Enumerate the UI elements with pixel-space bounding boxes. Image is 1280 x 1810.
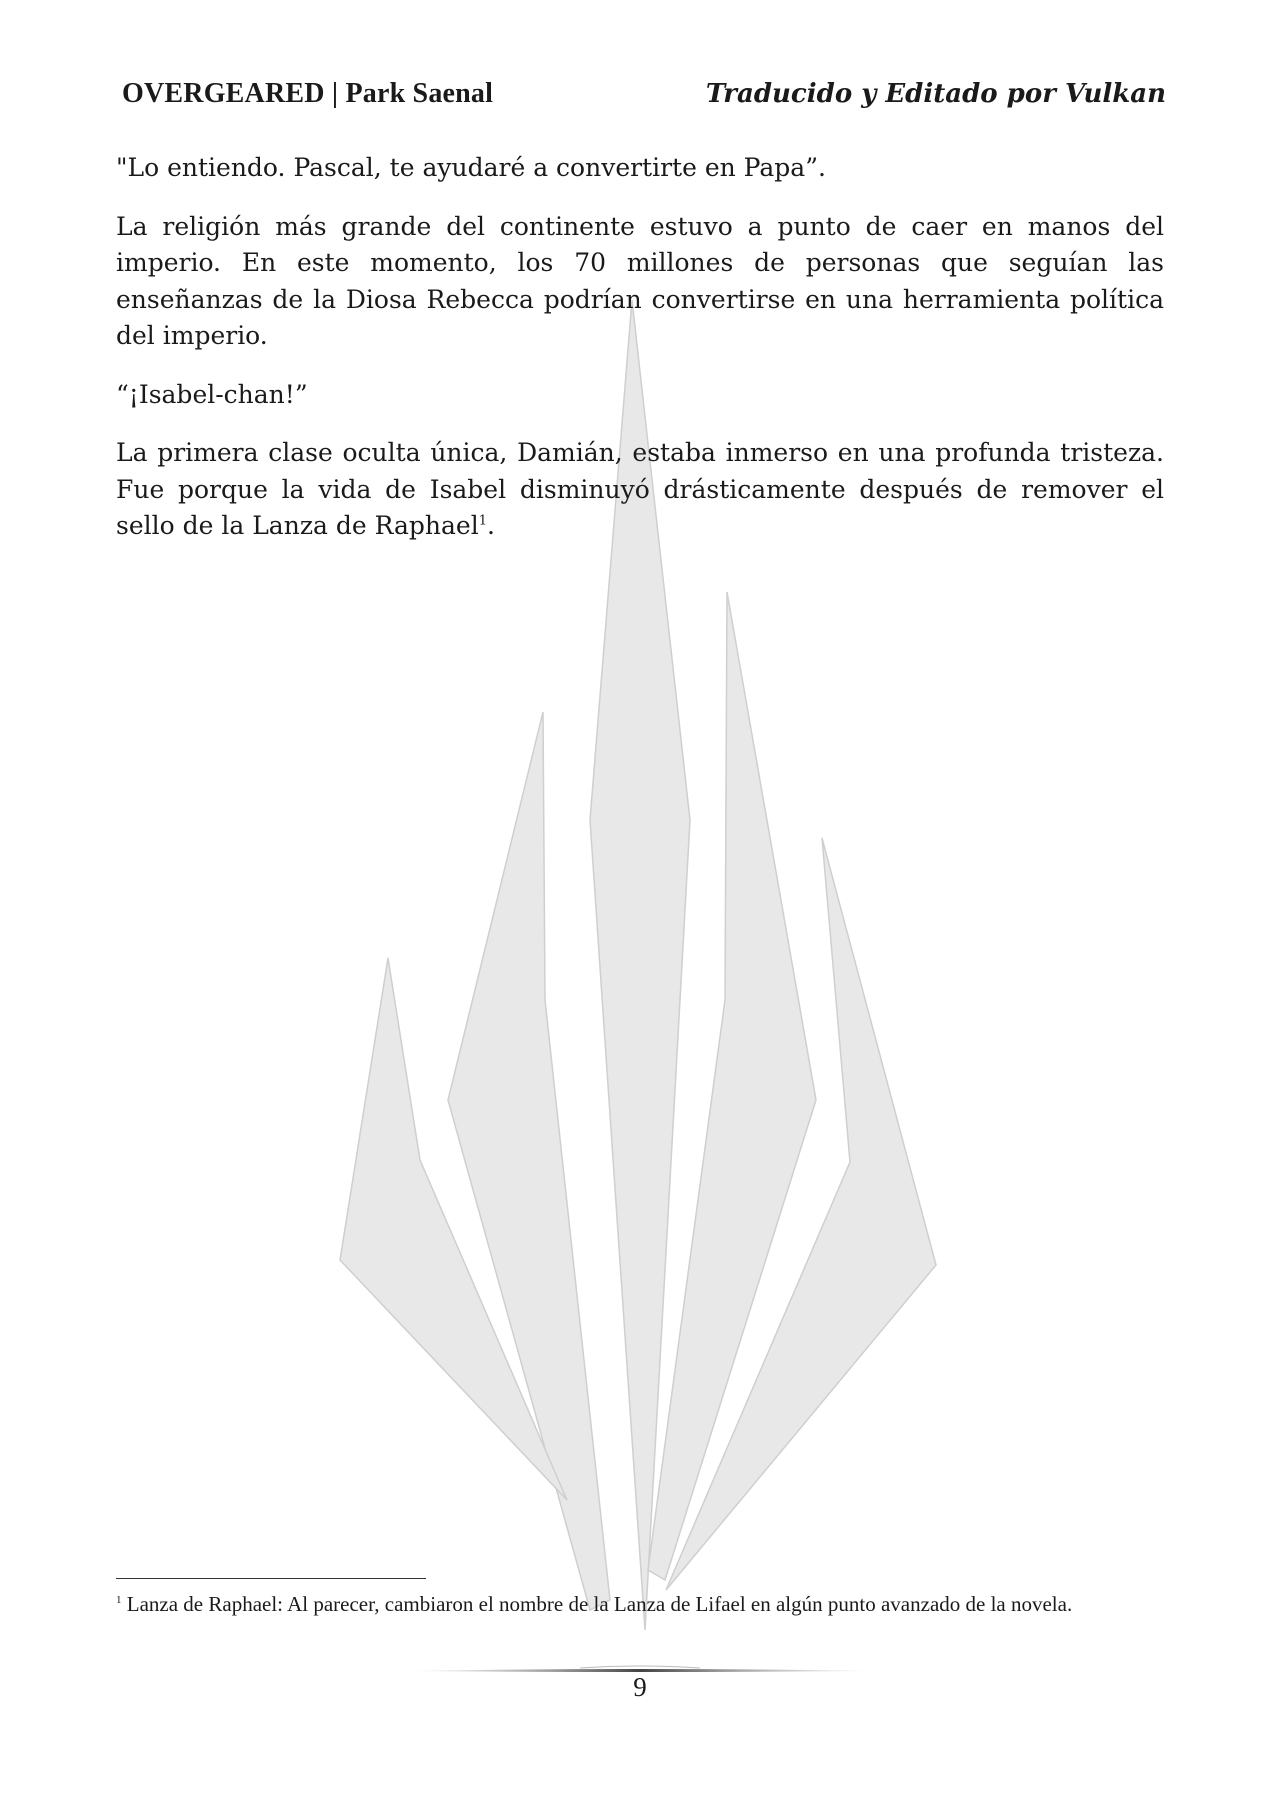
body-text bbox=[116, 150, 1164, 567]
paragraph: “¡Isabel-chan!” bbox=[116, 379, 308, 409]
paragraph-period: . bbox=[486, 511, 495, 540]
footnote-reference[interactable]: 1 bbox=[478, 513, 487, 529]
footnote-marker: 1 bbox=[116, 1594, 122, 1606]
paragraph: La religión más grande del continente estuvo a punto de caer en manos del imperio. En este momento, los 70 millones de personas que seguían las enseñanzas de la Diosa Rebecca podrían convertirse en una herramienta política del imperio. bbox=[116, 211, 1164, 350]
page-header bbox=[122, 74, 1166, 114]
paragraph: "Lo entiendo. Pascal, te ayudaré a convertirte en Papa”. bbox=[116, 153, 826, 182]
paragraph-text: La primera clase oculta única, Damián, estaba inmerso en una profunda tristeza. Fue porque la vida de Isabel disminuyó drásticamente después de remover el sello de la Lanza de Raphael bbox=[116, 438, 1164, 540]
header-credit: Traducido y Editado por Vulkan bbox=[705, 79, 1166, 109]
footnote bbox=[116, 1592, 1164, 1617]
page-number: 9 bbox=[633, 1672, 647, 1702]
footnote-divider bbox=[116, 1578, 426, 1579]
footnote-text: Lanza de Raphael: Al parecer, cambiaron el nombre de la Lanza de Lifael en algún punto avanzado de la novela. bbox=[121, 1592, 1073, 1616]
header-title: OVERGEARED | Park Saenal bbox=[122, 78, 494, 109]
paragraph-with-footnote bbox=[116, 435, 1164, 545]
